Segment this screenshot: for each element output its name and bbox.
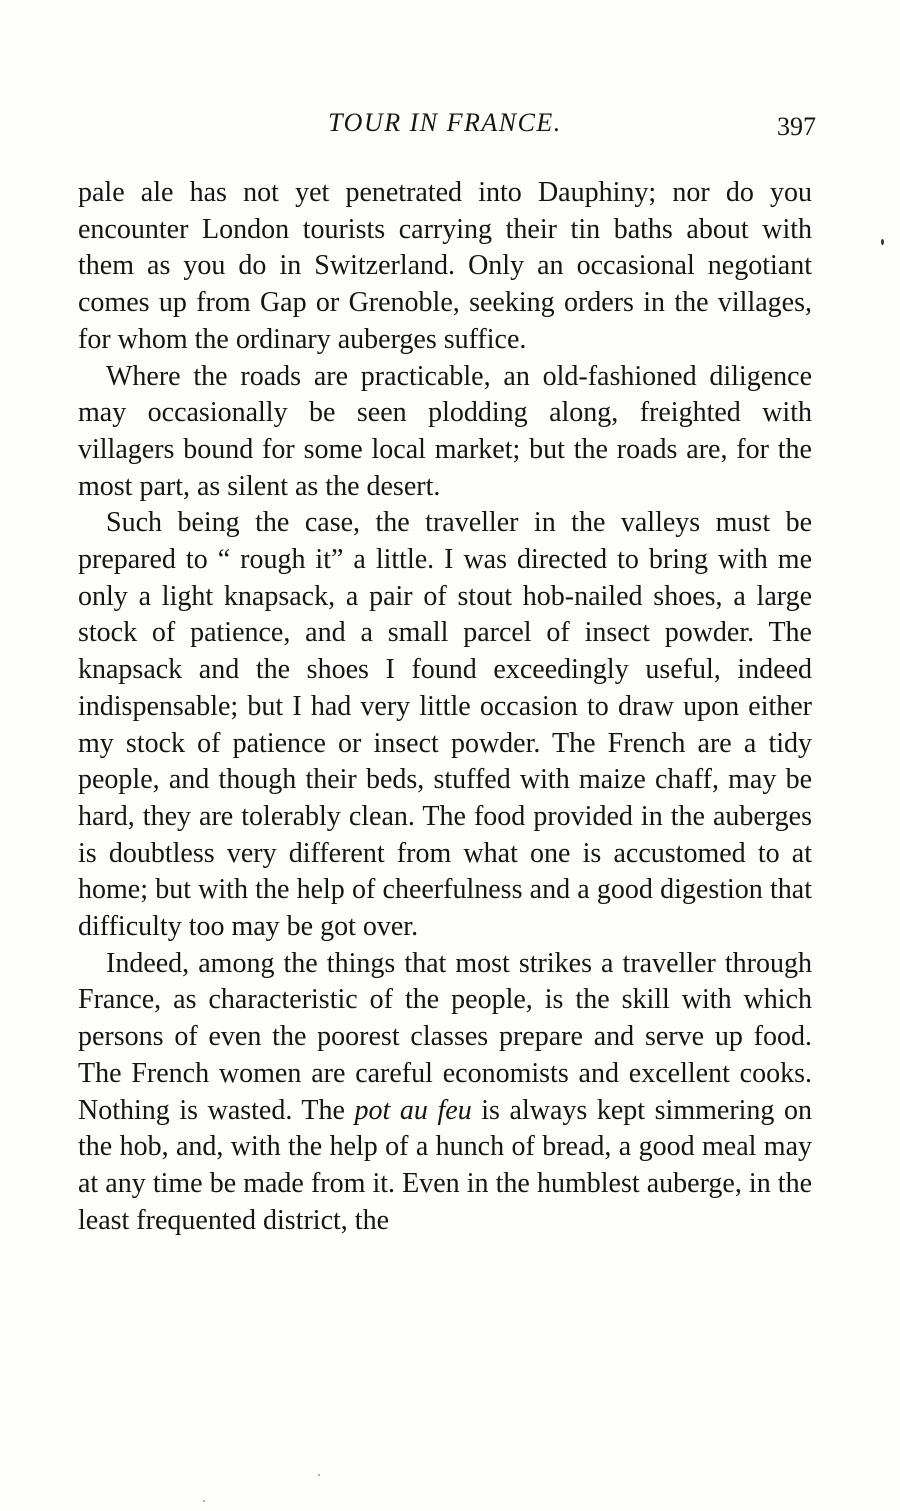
- body-text: [78, 175, 812, 1239]
- paragraph-2: Where the roads are practicable, an old-fashioned diligence may occasionally be seen plodding along, freighted with villagers bound for some local market; but the roads are, for the most part, as silent as the desert.: [78, 360, 812, 502]
- running-head: [78, 108, 816, 148]
- italic-phrase: pot au feu: [354, 1094, 472, 1126]
- ink-speck: [318, 1474, 320, 1476]
- ink-speck: [203, 1500, 205, 1502]
- ink-speck: [881, 239, 884, 245]
- paragraph-4-text-end: is always kept simmering on the hob, and, with the help of a hunch of bread, a good meal may at any time be made from it. Even in the humblest auberge, in the least frequented district, the: [78, 1094, 812, 1236]
- paragraph-3: Such being the case, the traveller in the valleys must be prepared to “ rough it” a little. I was directed to bring with me only a light knapsack, a pair of stout hob-nailed shoes, a large stock of patience, and a small parcel of insect powder. The knapsack and the shoes I found exceedingly useful, indeed indispensable; but I had very little occasion to draw upon either my stock of patience or insect powder. The French are a tidy people, and though their beds, stuffed with maize chaff, may be hard, they are tolerably clean. The food provided in the auberges is doubtless very different from what one is accustomed to at home; but with the help of cheerfulness and a good digestion that difficulty too may be got over.: [78, 507, 812, 943]
- paragraph-1: pale ale has not yet penetrated into Dauphiny; nor do you encounter London tourists carrying their tin baths about with them as you do in Switzerland. Only an occasional negotiant comes up from Gap or Grenoble, seeking orders in the villages, for whom the ordinary auberges suffice.: [78, 177, 812, 355]
- paragraph-4-text-start: Indeed, among the things that most strikes a traveller through France, as characteristic of the people, is the skill with which persons of even the poorest classes prepare and serve up food. The French women are careful economists and excellent cooks. Nothing is wasted. The: [78, 947, 812, 1126]
- paragraph-4: [78, 946, 812, 1240]
- running-title: TOUR IN FRANCE.: [328, 108, 562, 137]
- page-number: 397: [777, 112, 816, 141]
